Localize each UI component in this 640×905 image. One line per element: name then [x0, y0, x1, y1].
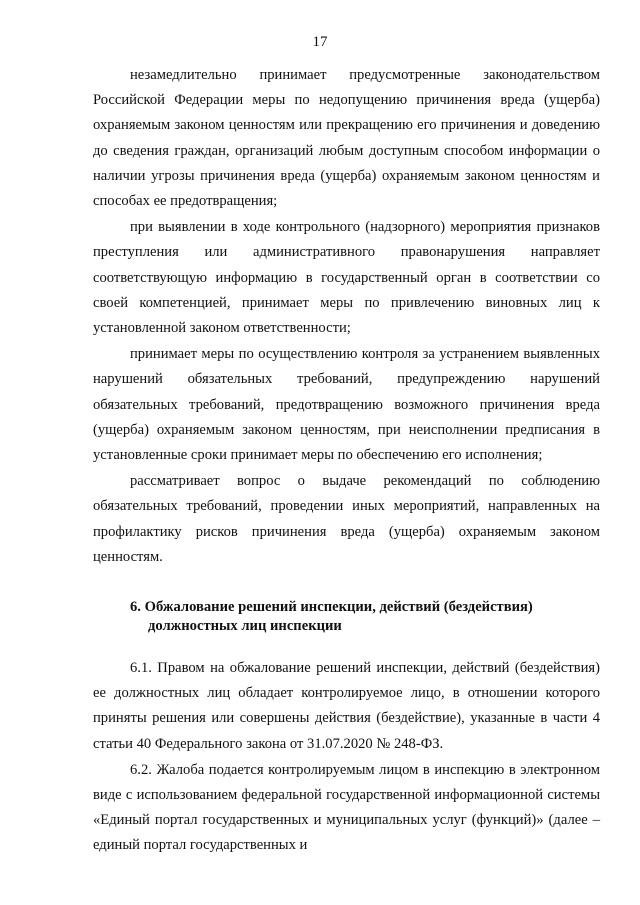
section-heading-line: 6. Обжалование решений инспекции, действий (бездействия) [130, 599, 533, 616]
paragraph: при выявлении в ходе контрольного (надзорного) мероприятия признаков преступления или административного правонарушения направляет соответствующую информацию в государственный орган в соответствии со своей компетенцией, принимает меры по привлечению виновных лиц к установленной законом ответственности; [93, 219, 600, 337]
paragraph: рассматривает вопрос о выдаче рекомендаций по соблюдению обязательных требований, проведении иных мероприятий, направленных на профилактику рисков причинения вреда (ущерба) охраняемым законом ценностям. [93, 473, 600, 565]
section-heading [93, 598, 600, 636]
paragraph: принимает меры по осуществлению контроля за устранением выявленных нарушений обязательных требований, предупреждению нарушений обязательных требований, предотвращению возможного причинения вреда (ущерба) охраняемым законом ценностям, при неисполнении предписания в установленные сроки принимает меры по обеспечению его исполнения; [93, 346, 600, 464]
paragraph: 6.1. Правом на обжалование решений инспекции, действий (бездействия) ее должностных лиц обладает контролируемое лицо, в отношении которого приняты решения или совершены действия (бездействие), указанные в части 4 статьи 40 Федерального закона от 31.07.2020 № 248-ФЗ. [93, 660, 600, 752]
document-body [93, 63, 600, 859]
paragraph: незамедлительно принимает предусмотренные законодательством Российской Федерации меры по недопущению причинения вреда (ущерба) охраняемым законом ценностям или прекращению его причинения и доведению до сведения граждан, организаций любым доступным способом информации о наличии угрозы причинения вреда (ущерба) охраняемым законом ценностям и способах ее предотвращения; [93, 67, 600, 210]
section-heading-line: должностных лиц инспекции [148, 618, 342, 635]
page-number: 17 [312, 34, 328, 50]
paragraph: 6.2. Жалоба подается контролируемым лицом в инспекцию в электронном виде с использованием федеральной государственной информационной системы «Единый портал государственных и муниципальных услуг (функций)» (далее – единый портал государственных и [93, 761, 600, 854]
